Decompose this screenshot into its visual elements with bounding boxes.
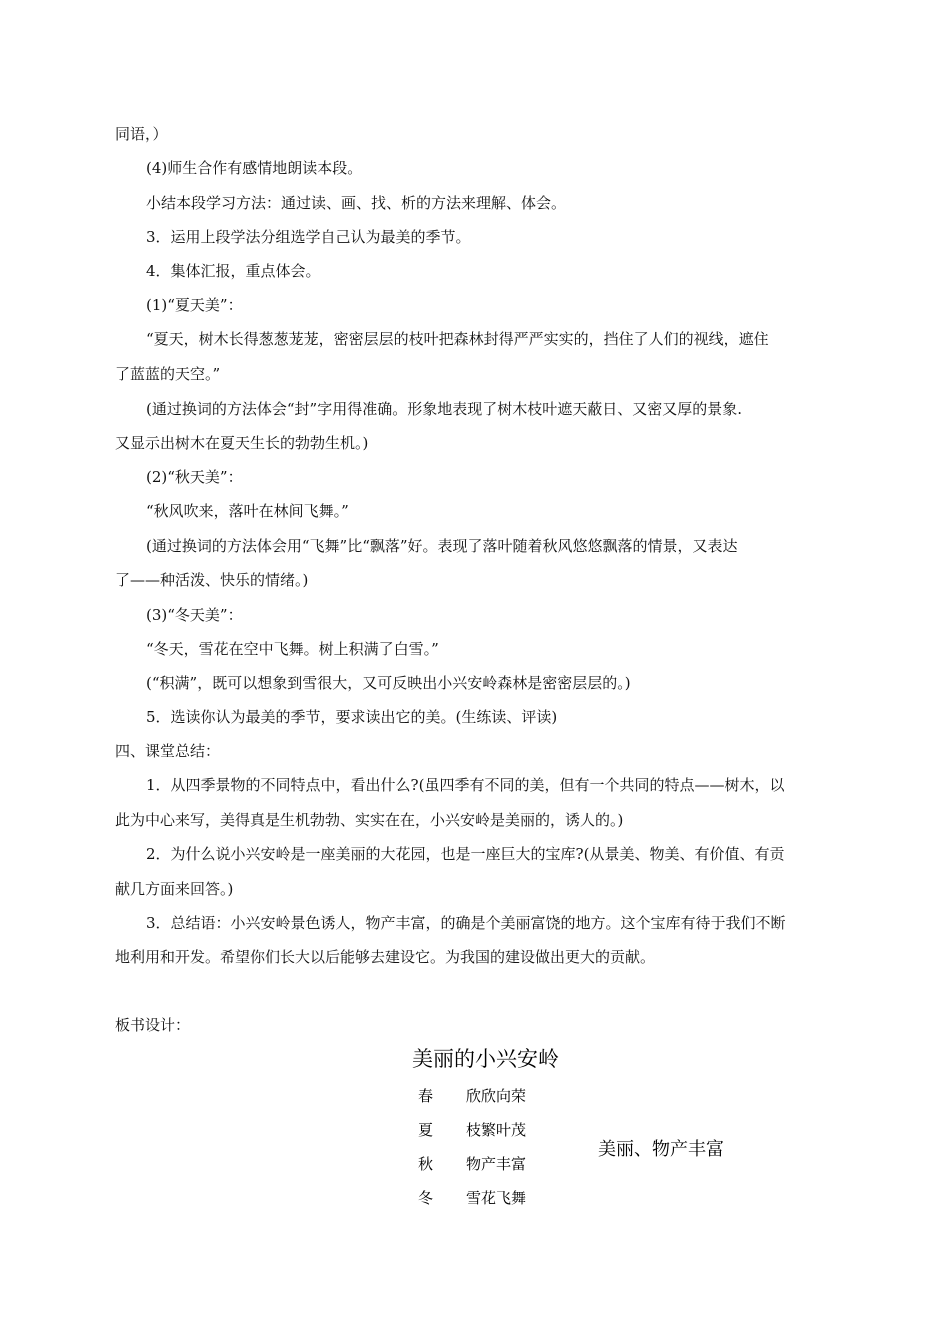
board-phrase: 枝繁叶茂 — [466, 1121, 527, 1139]
board-phrase: 物产丰富 — [466, 1155, 527, 1173]
board-phrase: 雪花飞舞 — [466, 1189, 527, 1207]
text-line: (3)“冬天美”： — [146, 606, 243, 624]
text-line: 小结本段学习方法：通过读、画、找、析的方法来理解、体会。 — [146, 194, 567, 212]
text-line: 同语，） — [115, 125, 168, 143]
text-line: (1)“夏天美”： — [146, 296, 243, 314]
board-phrase: 欣欣向荣 — [466, 1087, 527, 1105]
board-summary: 美丽、物产丰富 — [598, 1139, 724, 1160]
text-line: (4)师生合作有感情地朗读本段。 — [146, 159, 363, 177]
text-line: (2)“秋天美”： — [146, 468, 243, 486]
section-heading: 四、课堂总结： — [115, 742, 221, 760]
board-season: 春 — [418, 1087, 434, 1105]
text-line: 3．总结语：小兴安岭景色诱人，物产丰富，的确是个美丽富饶的地方。这个宝库有待于我们不断 — [146, 914, 786, 932]
board-title: 美丽的小兴安岭 — [412, 1047, 559, 1071]
text-line: 地利用和开发。希望你们长大以后能够去建设它。为我国的建设做出更大的贡献。 — [115, 948, 656, 966]
text-line: 2．为什么说小兴安岭是一座美丽的大花园，也是一座巨大的宝库?(从景美、物美、有价值、有贡 — [146, 845, 785, 863]
board-design-label: 板书设计： — [115, 1016, 191, 1034]
board-season: 秋 — [418, 1155, 434, 1173]
text-line: “夏天，树木长得葱葱茏茏，密密层层的枝叶把森林封得严严实实的，挡住了人们的视线，遮住 — [146, 330, 769, 348]
text-line: (通过换词的方法体会“封”字用得准确。形象地表现了树木枝叶遮天蔽日、又密又厚的景象. — [146, 400, 742, 418]
text-line: (通过换词的方法体会用“飞舞”比“飘落”好。表现了落叶随着秋风悠悠飘落的情景，又表达 — [146, 537, 738, 555]
text-line: 5．选读你认为最美的季节，要求读出它的美。(生练读、评读) — [146, 708, 558, 726]
text-line: 此为中心来写，美得真是生机勃勃、实实在在，小兴安岭是美丽的，诱人的。) — [115, 811, 624, 829]
text-line: 4．集体汇报，重点体会。 — [146, 262, 321, 280]
text-line: 了——种活泼、快乐的情绪。) — [115, 571, 309, 589]
text-line: 3．运用上段学法分组选学自己认为最美的季节。 — [146, 228, 471, 246]
text-line: “冬天，雪花在空中飞舞。树上积满了白雪。” — [146, 640, 439, 658]
text-line: 献几方面来回答。) — [115, 880, 234, 898]
text-line: 了蓝蓝的天空。” — [115, 365, 221, 383]
text-line: 1．从四季景物的不同特点中，看出什么?(虽四季有不同的美，但有一个共同的特点——树木，以 — [146, 776, 785, 794]
text-line: 又显示出树木在夏天生长的勃勃生机。) — [115, 434, 369, 452]
text-line: (“积满”，既可以想象到雪很大，又可反映出小兴安岭森林是密密层层的。) — [146, 674, 631, 692]
text-line: “秋风吹来，落叶在林间飞舞。” — [146, 502, 349, 520]
board-season: 夏 — [418, 1121, 434, 1139]
board-season: 冬 — [418, 1189, 434, 1207]
